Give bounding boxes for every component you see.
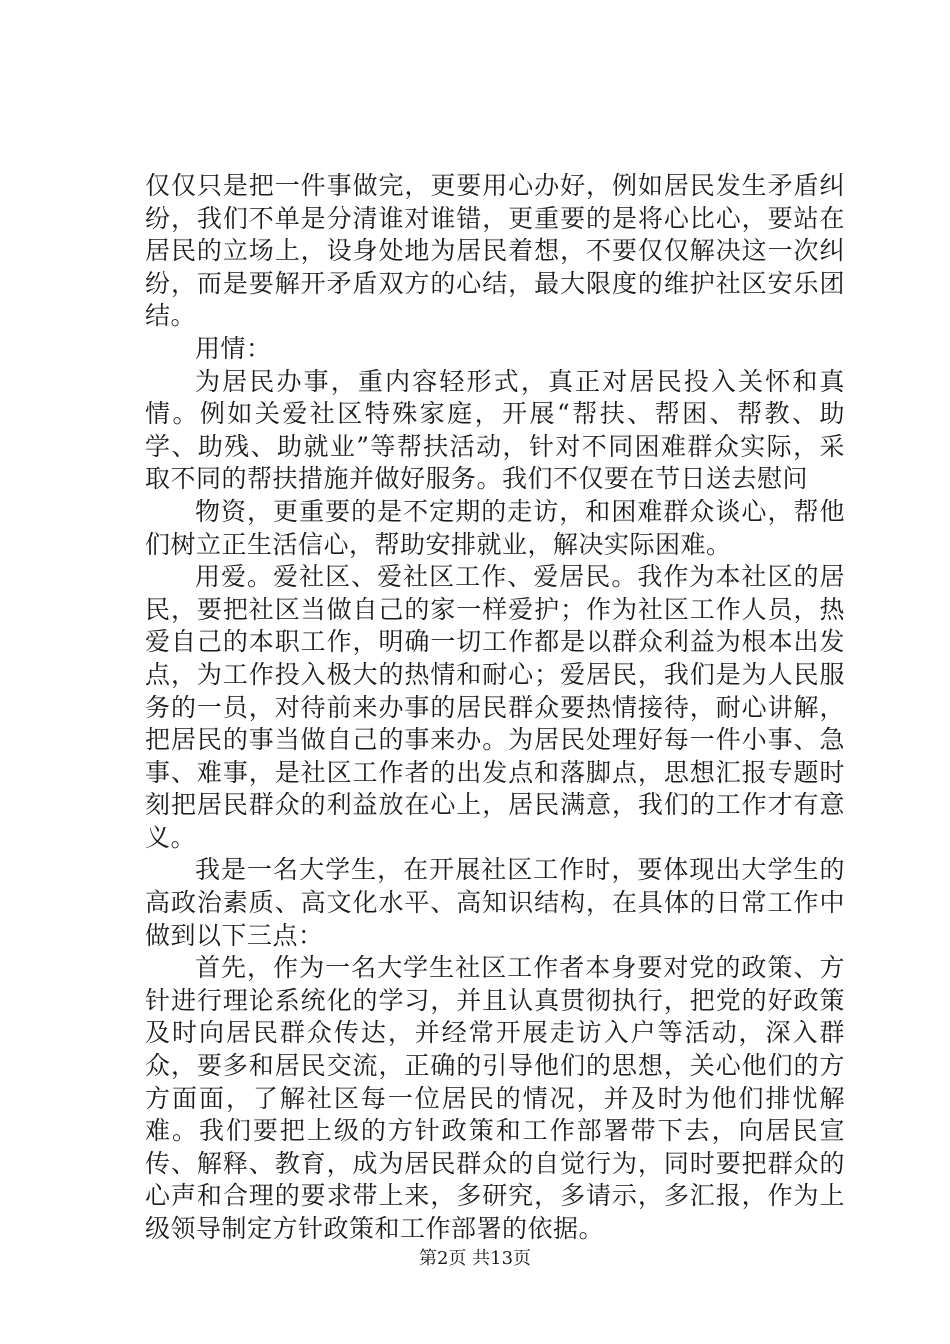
paragraph-2: 用情： — [195, 333, 272, 363]
document-body — [145, 170, 845, 1246]
paragraph-1: 仅仅只是把一件事做完，更要用心办好，例如居民发生矛盾纠纷，我们不单是分清谁对谁错，更重要的是将心比心，要站在居民的立场上，设身处地为居民着想，不要仅仅解决这一次纠纷，而是要解开矛盾双方的心结，最大限度的维护社区安乐团结。 — [145, 171, 845, 331]
paragraph-3: 为居民办事，重内容轻形式，真正对居民投入关怀和真情。例如关爱社区特殊家庭，开展“帮扶、帮困、帮教、助学、助残、助就业”等帮扶活动，针对不同困难群众实际，采取不同的帮扶措施并做好服务。我们不仅要在节日送去慰问 — [145, 366, 845, 494]
page-footer: 第2页 共13页 — [418, 1248, 532, 1269]
paragraph-6: 我是一名大学生，在开展社区工作时，要体现出大学生的高政治素质、高文化水平、高知识结构，在具体的日常工作中做到以下三点： — [145, 855, 845, 950]
paragraph-7: 首先，作为一名大学生社区工作者本身要对党的政策、方针进行理论系统化的学习，并且认真贯彻执行，把党的好政策及时向居民群众传达，并经常开展走访入户等活动，深入群众，要多和居民交流，正确的引导他们的思想，关心他们的方方面面，了解社区每一位居民的情况，并及时为他们排忧解难。我们要把上级的方针政策和工作部署带下去，向居民宣传、解释、教育，成为居民群众的自觉行为，同时要把群众的心声和合理的要求带上来，多研究，多请示，多汇报，作为上级领导制定方针政策和工作部署的依据。 — [145, 953, 845, 1243]
paragraph-5: 用爱。爱社区、爱社区工作、爱居民。我作为本社区的居民，要把社区当做自己的家一样爱护；作为社区工作人员，热爱自己的本职工作，明确一切工作都是以群众利益为根本出发点，为工作投入极大的热情和耐心；爱居民，我们是为人民服务的一员，对待前来办事的居民群众要热情接待，耐心讲解，把居民的事当做自己的事来办。为居民处理好每一件小事、急事、难事，是社区工作者的出发点和落脚点，思想汇报专题时刻把居民群众的利益放在心上，居民满意，我们的工作才有意义。 — [145, 562, 845, 852]
paragraph-4: 物资，更重要的是不定期的走访，和困难群众谈心，帮他们树立正生活信心，帮助安排就业，解决实际困难。 — [145, 496, 845, 559]
